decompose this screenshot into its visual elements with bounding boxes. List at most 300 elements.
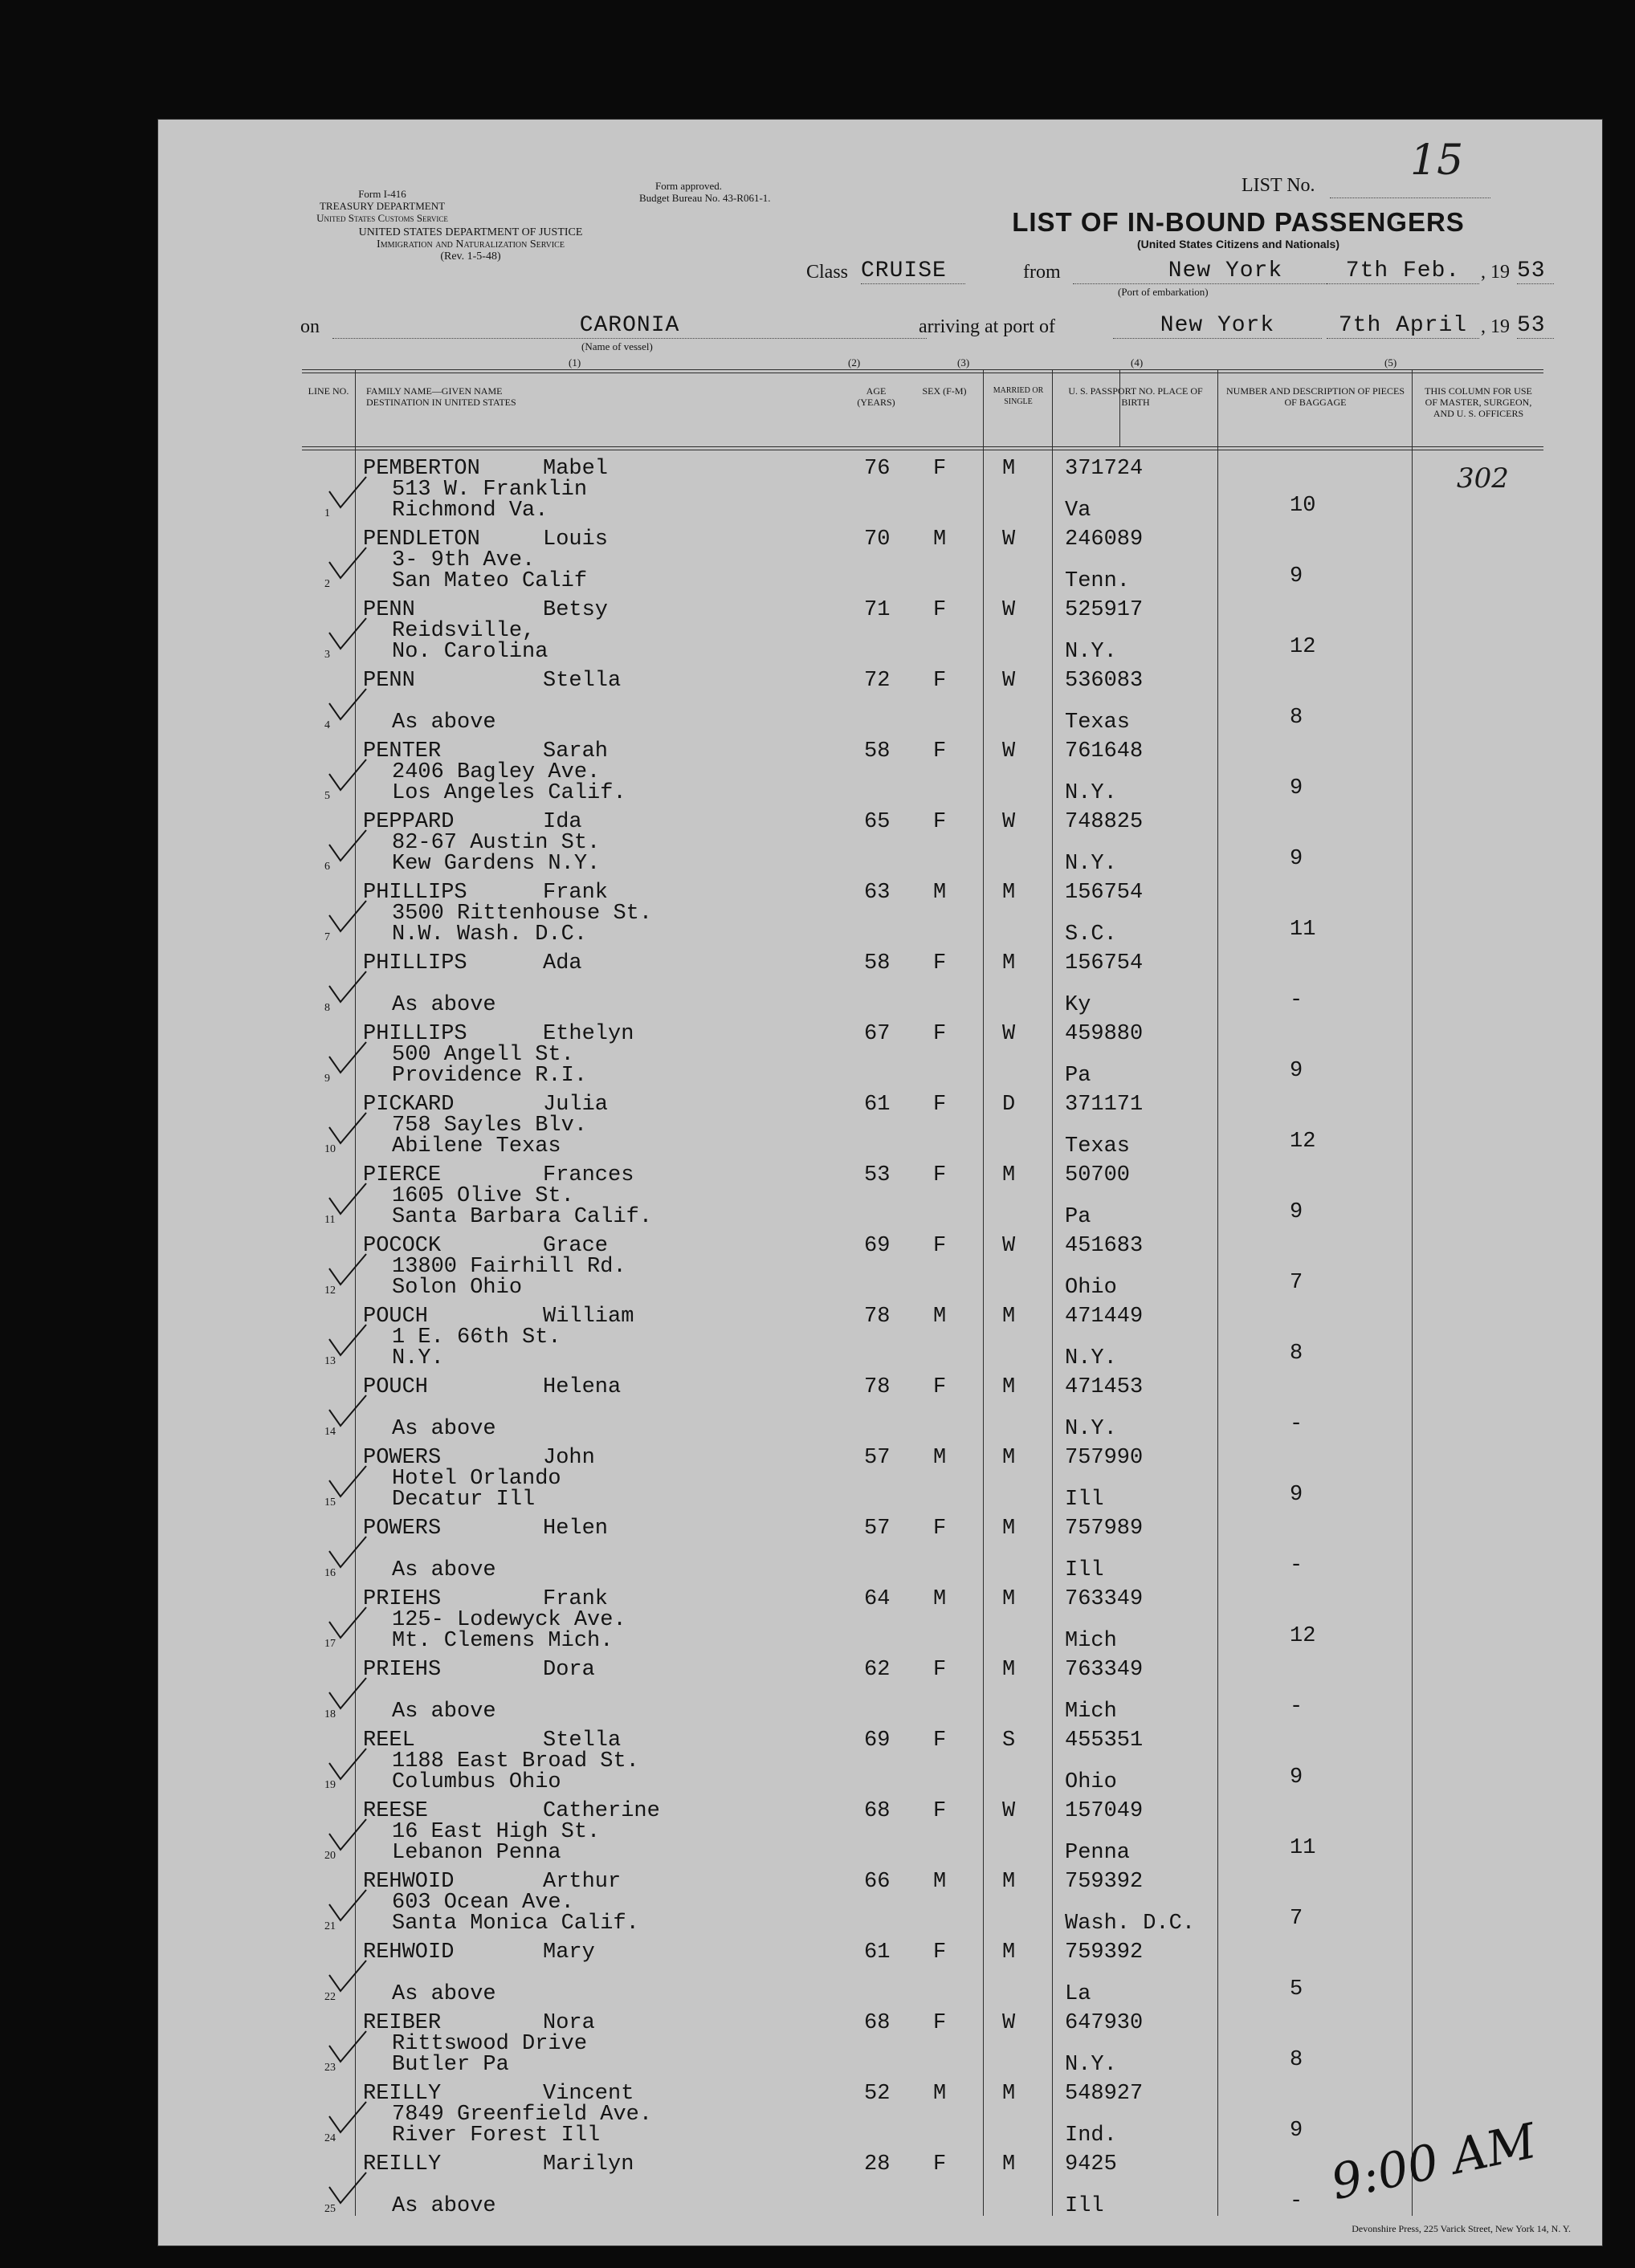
table-row — [302, 734, 1635, 804]
address-line-2: Santa Monica Calif. — [392, 1912, 639, 1936]
embark-port: New York — [1073, 259, 1378, 284]
given-name: William — [543, 1305, 634, 1329]
passport-number: 525917 — [1065, 598, 1144, 622]
age: 28 — [864, 2152, 891, 2176]
col-header-sex: SEX (F-M) — [922, 385, 967, 397]
baggage-count: 11 — [1290, 918, 1316, 942]
family-name: PRIEHS — [363, 1658, 442, 1682]
place-of-birth: Mich — [1065, 1629, 1117, 1653]
age: 53 — [864, 1163, 891, 1187]
checkmark-icon — [328, 1182, 368, 1217]
given-name: Marilyn — [543, 2152, 634, 2176]
line-number: 2 — [324, 578, 330, 590]
family-name: PENN — [363, 669, 415, 693]
age: 78 — [864, 1375, 891, 1399]
age: 52 — [864, 2082, 891, 2106]
table-row — [302, 875, 1635, 946]
given-name: Mabel — [543, 457, 609, 481]
baggage-count: 7 — [1290, 1907, 1303, 1931]
table-row — [302, 1864, 1635, 1935]
line-number: 21 — [324, 1920, 336, 1932]
given-name: Helena — [543, 1375, 622, 1399]
on-label: on — [300, 316, 320, 337]
place-of-birth: Ill — [1065, 2194, 1104, 2218]
address-line-2: River Forest Ill — [392, 2123, 601, 2148]
address-line-1: 13800 Fairhill Rd. — [392, 1255, 626, 1279]
budget-bureau: Budget Bureau No. 43-R061-1. — [639, 192, 771, 204]
place-of-birth: Pa — [1065, 1205, 1091, 1229]
form-number: Form I-416 — [358, 188, 406, 200]
address-line-2: Mt. Clemens Mich. — [392, 1629, 614, 1653]
checkmark-icon — [328, 1818, 368, 1853]
checkmark-icon — [328, 1040, 368, 1076]
marital-status: M — [1002, 1375, 1016, 1399]
passport-number: 748825 — [1065, 810, 1144, 834]
age: 71 — [864, 598, 891, 622]
marital-status: W — [1002, 527, 1016, 552]
family-name: REILLY — [363, 2082, 442, 2106]
given-name: John — [543, 1446, 595, 1470]
family-name: PENN — [363, 598, 415, 622]
passport-number: 759392 — [1065, 1940, 1144, 1965]
justice-label: UNITED STATES DEPARTMENT OF JUSTICE — [358, 226, 583, 238]
line-number: 16 — [324, 1567, 336, 1579]
marital-status: M — [1002, 1870, 1016, 1894]
family-name: POUCH — [363, 1305, 429, 1329]
place-of-birth: N.Y. — [1065, 1417, 1117, 1441]
passport-number: 9425 — [1065, 2152, 1117, 2176]
sex: F — [933, 1375, 947, 1399]
place-of-birth: Penna — [1065, 1841, 1131, 1865]
family-name: PEPPARD — [363, 810, 455, 834]
address-line-1: 1188 East Broad St. — [392, 1749, 639, 1773]
sex: M — [933, 1305, 947, 1329]
line-number: 22 — [324, 1991, 336, 2003]
marital-status: W — [1002, 598, 1016, 622]
address-line-1: 16 East High St. — [392, 1820, 601, 1844]
family-name: PEMBERTON — [363, 457, 480, 481]
given-name: Catherine — [543, 1799, 660, 1823]
age: 63 — [864, 881, 891, 905]
marital-status: M — [1002, 2152, 1016, 2176]
passenger-table — [302, 369, 1543, 2216]
address-line-2: Richmond Va. — [392, 499, 548, 523]
table-row — [302, 592, 1635, 663]
passport-number: 757990 — [1065, 1446, 1144, 1470]
line-number: 1 — [324, 507, 330, 519]
sex: F — [933, 739, 947, 763]
baggage-count: 10 — [1290, 494, 1316, 518]
address-line-2: As above — [392, 711, 496, 735]
line-number: 25 — [324, 2203, 336, 2215]
checkmark-icon — [328, 1323, 368, 1358]
checkmark-icon — [328, 1888, 368, 1924]
passport-number: 455351 — [1065, 1728, 1144, 1753]
sex: F — [933, 1940, 947, 1965]
address-line-2: Lebanon Penna — [392, 1841, 561, 1865]
line-number: 14 — [324, 1426, 336, 1438]
address-line-2: Decatur Ill — [392, 1488, 536, 1512]
checkmark-icon — [328, 899, 368, 934]
place-of-birth: S.C. — [1065, 922, 1117, 947]
sex: F — [933, 598, 947, 622]
line-number: 12 — [324, 1285, 336, 1297]
marital-status: M — [1002, 1446, 1016, 1470]
passport-number: 371724 — [1065, 457, 1144, 481]
sex: M — [933, 881, 947, 905]
checkmark-icon — [328, 546, 368, 581]
family-name: REIBER — [363, 2011, 442, 2035]
place-of-birth: Ohio — [1065, 1276, 1117, 1300]
sex: F — [933, 1658, 947, 1682]
age: 67 — [864, 1022, 891, 1046]
given-name: Vincent — [543, 2082, 634, 2106]
checkmark-icon — [328, 2171, 368, 2206]
line-number: 18 — [324, 1708, 336, 1720]
place-of-birth: N.Y. — [1065, 781, 1117, 805]
baggage-count: 9 — [1290, 1765, 1303, 1790]
line-number: 4 — [324, 719, 330, 731]
baggage-count: 12 — [1290, 635, 1316, 659]
line-number: 9 — [324, 1073, 330, 1085]
baggage-count: 9 — [1290, 1200, 1303, 1224]
embark-year-prefix: , 19 — [1481, 262, 1510, 283]
marital-status: M — [1002, 1658, 1016, 1682]
marital-status: W — [1002, 1022, 1016, 1046]
address-line-1: Reidsville, — [392, 619, 536, 643]
checkmark-icon — [328, 2100, 368, 2136]
passport-number: 246089 — [1065, 527, 1144, 552]
checkmark-icon — [328, 1676, 368, 1712]
marital-status: S — [1002, 1728, 1016, 1753]
age: 68 — [864, 2011, 891, 2035]
form-approved: Form approved. — [655, 180, 723, 192]
address-line-1: Rittswood Drive — [392, 2032, 588, 2056]
given-name: Stella — [543, 669, 622, 693]
passport-number: 156754 — [1065, 881, 1144, 905]
family-name: PHILLIPS — [363, 1022, 467, 1046]
age: 72 — [864, 669, 891, 693]
age: 57 — [864, 1446, 891, 1470]
marital-status: W — [1002, 810, 1016, 834]
address-line-2: As above — [392, 1417, 496, 1441]
given-name: Ada — [543, 951, 582, 975]
marital-status: W — [1002, 1234, 1016, 1258]
baggage-count: - — [1290, 2189, 1303, 2213]
checkmark-icon — [328, 829, 368, 864]
age: 69 — [864, 1728, 891, 1753]
officer-note: 302 — [1457, 462, 1509, 495]
baggage-count: 9 — [1290, 564, 1303, 588]
signature-stamp: 9:00 AM — [1326, 2112, 1542, 2212]
address-line-1: 758 Sayles Blv. — [392, 1114, 588, 1138]
manifest-sheet — [157, 119, 1603, 2246]
given-name: Sarah — [543, 739, 609, 763]
sex: F — [933, 1022, 947, 1046]
sex: F — [933, 1517, 947, 1541]
age: 57 — [864, 1517, 891, 1541]
place-of-birth: Ky — [1065, 993, 1091, 1017]
marital-status: D — [1002, 1093, 1016, 1117]
passport-number: 548927 — [1065, 2082, 1144, 2106]
marital-status: M — [1002, 951, 1016, 975]
given-name: Dora — [543, 1658, 595, 1682]
marital-status: W — [1002, 2011, 1016, 2035]
age: 69 — [864, 1234, 891, 1258]
agency-header — [286, 188, 479, 224]
address-line-1: 82-67 Austin St. — [392, 831, 601, 855]
line-number: 23 — [324, 2062, 336, 2074]
family-name: POWERS — [363, 1446, 442, 1470]
family-name: PHILLIPS — [363, 881, 467, 905]
arrival-year-prefix: , 19 — [1481, 316, 1510, 337]
place-of-birth: Texas — [1065, 1134, 1131, 1158]
sex: M — [933, 1446, 947, 1470]
passport-number: 761648 — [1065, 739, 1144, 763]
page-title: LIST OF IN-BOUND PASSENGERS — [1012, 207, 1465, 237]
table-row — [302, 1794, 1635, 1864]
line-number: 6 — [324, 861, 330, 873]
checkmark-icon — [328, 758, 368, 793]
sex: F — [933, 951, 947, 975]
col-divider — [1119, 369, 1120, 446]
checkmark-icon — [328, 1606, 368, 1641]
baggage-count: 11 — [1290, 1836, 1316, 1860]
sex: M — [933, 1870, 947, 1894]
place-of-birth: N.Y. — [1065, 1346, 1117, 1370]
list-no-value: 15 — [1410, 136, 1464, 185]
passport-number: 757989 — [1065, 1517, 1144, 1541]
address-line-1: 513 W. Franklin — [392, 478, 588, 502]
baggage-count: 9 — [1290, 847, 1303, 871]
place-of-birth: Ind. — [1065, 2123, 1117, 2148]
place-of-birth: Pa — [1065, 1064, 1091, 1088]
baggage-count: 8 — [1290, 2048, 1303, 2072]
class-label: Class — [806, 262, 849, 283]
customs-label: United States Customs Service — [316, 212, 448, 224]
sex: F — [933, 669, 947, 693]
age: 62 — [864, 1658, 891, 1682]
table-row — [302, 2005, 1635, 2076]
address-line-2: Columbus Ohio — [392, 1770, 561, 1794]
line-number: 20 — [324, 1850, 336, 1862]
family-name: PRIEHS — [363, 1587, 442, 1611]
printer-credit: Devonshire Press, 225 Varick Street, New York 14, N. Y. — [1352, 2223, 1571, 2234]
checkmark-icon — [328, 1959, 368, 1994]
family-name: PENTER — [363, 739, 442, 763]
col-header-baggage: NUMBER AND DESCRIPTION OF PIECES OF BAGGAGE — [1225, 385, 1405, 408]
address-line-2: San Mateo Calif — [392, 569, 588, 593]
age: 58 — [864, 951, 891, 975]
sex: F — [933, 457, 947, 481]
age: 68 — [864, 1799, 891, 1823]
arrival-port: New York — [1113, 313, 1322, 339]
place-of-birth: Ohio — [1065, 1770, 1117, 1794]
baggage-count: 9 — [1290, 1059, 1303, 1083]
age: 65 — [864, 810, 891, 834]
baggage-count: 8 — [1290, 706, 1303, 730]
address-line-2: Los Angeles Calif. — [392, 781, 626, 805]
table-row — [302, 1511, 1635, 1582]
family-name: POCOCK — [363, 1234, 442, 1258]
place-of-birth: Mich — [1065, 1700, 1117, 1724]
col-index-2: (2) — [848, 356, 861, 368]
table-row — [302, 663, 1635, 734]
vessel-name: CARONIA — [332, 313, 927, 339]
address-line-2: As above — [392, 1558, 496, 1582]
address-line-2: As above — [392, 1982, 496, 2006]
place-of-birth: La — [1065, 1982, 1091, 2006]
marital-status: W — [1002, 669, 1016, 693]
checkmark-icon — [328, 1535, 368, 1570]
table-row — [302, 1723, 1635, 1794]
address-line-2: Abilene Texas — [392, 1134, 561, 1158]
table-row — [302, 1935, 1635, 2005]
baggage-count: 8 — [1290, 1342, 1303, 1366]
checkmark-icon — [328, 1394, 368, 1429]
baggage-count: - — [1290, 988, 1303, 1012]
marital-status: M — [1002, 457, 1016, 481]
sex: M — [933, 2082, 947, 2106]
list-no-field — [1330, 194, 1490, 198]
sex: F — [933, 2152, 947, 2176]
place-of-birth: Wash. D.C. — [1065, 1912, 1196, 1936]
baggage-count: 9 — [1290, 1483, 1303, 1507]
embark-port-note: (Port of embarkation) — [1118, 286, 1209, 298]
given-name: Julia — [543, 1093, 609, 1117]
marital-status: M — [1002, 1940, 1016, 1965]
passport-number: 459880 — [1065, 1022, 1144, 1046]
age: 70 — [864, 527, 891, 552]
table-row — [302, 522, 1635, 592]
address-line-2: N.Y. — [392, 1346, 444, 1370]
marital-status: M — [1002, 2082, 1016, 2106]
col-index-5: (5) — [1384, 356, 1397, 368]
embark-year: 53 — [1517, 259, 1554, 284]
age: 78 — [864, 1305, 891, 1329]
col-header-name: FAMILY NAME—GIVEN NAME DESTINATION IN UNITED STATES — [366, 385, 516, 408]
address-line-2: As above — [392, 993, 496, 1017]
given-name: Helen — [543, 1517, 609, 1541]
checkmark-icon — [328, 1111, 368, 1146]
given-name: Louis — [543, 527, 609, 552]
age: 76 — [864, 457, 891, 481]
col-header-passport: U. S. PASSPORT NO. PLACE OF BIRTH — [1068, 385, 1203, 408]
marital-status: M — [1002, 881, 1016, 905]
baggage-count: - — [1290, 1553, 1303, 1578]
checkmark-icon — [328, 1747, 368, 1782]
family-name: POWERS — [363, 1517, 442, 1541]
col-header-age: AGE (YEARS) — [857, 385, 895, 408]
baggage-count: 9 — [1290, 2119, 1303, 2143]
address-line-1: 1605 Olive St. — [392, 1184, 574, 1208]
age: 64 — [864, 1587, 891, 1611]
checkmark-icon — [328, 2030, 368, 2065]
baggage-count: 9 — [1290, 776, 1303, 800]
marital-status: M — [1002, 1163, 1016, 1187]
address-line-1: 7849 Greenfield Ave. — [392, 2103, 653, 2127]
treasury-label: TREASURY DEPARTMENT — [319, 200, 446, 212]
line-number: 13 — [324, 1355, 336, 1367]
sex: M — [933, 527, 947, 552]
col-index-3: (3) — [957, 356, 970, 368]
place-of-birth: Texas — [1065, 711, 1131, 735]
line-number: 19 — [324, 1779, 336, 1791]
place-of-birth: N.Y. — [1065, 640, 1117, 664]
address-line-1: 603 Ocean Ave. — [392, 1891, 574, 1915]
table-row — [302, 1228, 1635, 1299]
passport-number: 759392 — [1065, 1870, 1144, 1894]
sex: M — [933, 1587, 947, 1611]
passport-number: 50700 — [1065, 1163, 1131, 1187]
checkmark-icon — [328, 1252, 368, 1288]
age: 58 — [864, 739, 891, 763]
address-line-2: Butler Pa — [392, 2053, 509, 2077]
passport-number: 647930 — [1065, 2011, 1144, 2035]
family-name: REILLY — [363, 2152, 442, 2176]
line-number: 15 — [324, 1496, 336, 1509]
table-top-rule — [302, 369, 1543, 370]
family-name: PICKARD — [363, 1093, 455, 1117]
arriving-label: arriving at port of — [919, 316, 1055, 337]
line-number: 17 — [324, 1638, 336, 1650]
family-name: REEL — [363, 1728, 415, 1753]
table-row — [302, 451, 1635, 522]
table-row — [302, 1016, 1635, 1087]
family-name: PHILLIPS — [363, 951, 467, 975]
baggage-count: 5 — [1290, 1977, 1303, 2001]
marital-status: M — [1002, 1517, 1016, 1541]
table-row — [302, 1299, 1635, 1370]
col-index-4: (4) — [1131, 356, 1144, 368]
given-name: Grace — [543, 1234, 609, 1258]
passport-number: 371171 — [1065, 1093, 1144, 1117]
line-number: 11 — [324, 1214, 336, 1226]
place-of-birth: Va — [1065, 499, 1091, 523]
passport-number: 763349 — [1065, 1587, 1144, 1611]
passport-number: 156754 — [1065, 951, 1144, 975]
passport-number: 536083 — [1065, 669, 1144, 693]
family-name: PIERCE — [363, 1163, 442, 1187]
address-line-1: 2406 Bagley Ave. — [392, 760, 601, 784]
marital-status: W — [1002, 1799, 1016, 1823]
vessel-note: (Name of vessel) — [581, 340, 653, 352]
address-line-1: Hotel Orlando — [392, 1467, 561, 1491]
place-of-birth: Ill — [1065, 1558, 1104, 1582]
table-row — [302, 1652, 1635, 1723]
family-name: REHWOID — [363, 1870, 455, 1894]
address-line-1: 3- 9th Ave. — [392, 548, 536, 572]
col-index-1: (1) — [569, 356, 581, 368]
baggage-count: 12 — [1290, 1624, 1316, 1648]
table-row — [302, 1582, 1635, 1652]
approval-block — [639, 180, 864, 204]
given-name: Frank — [543, 1587, 609, 1611]
line-number: 5 — [324, 790, 330, 802]
passport-number: 157049 — [1065, 1799, 1144, 1823]
table-row — [302, 946, 1635, 1016]
address-line-1: 500 Angell St. — [392, 1043, 574, 1067]
ins-label: Immigration and Naturalization Service — [377, 238, 565, 250]
baggage-count: - — [1290, 1695, 1303, 1719]
header-bottom-rule — [302, 446, 1543, 447]
given-name: Arthur — [543, 1870, 622, 1894]
embark-date: 7th Feb. — [1327, 259, 1479, 284]
family-name: PENDLETON — [363, 527, 480, 552]
sex: F — [933, 1093, 947, 1117]
line-number: 8 — [324, 1002, 330, 1014]
marital-status: W — [1002, 739, 1016, 763]
